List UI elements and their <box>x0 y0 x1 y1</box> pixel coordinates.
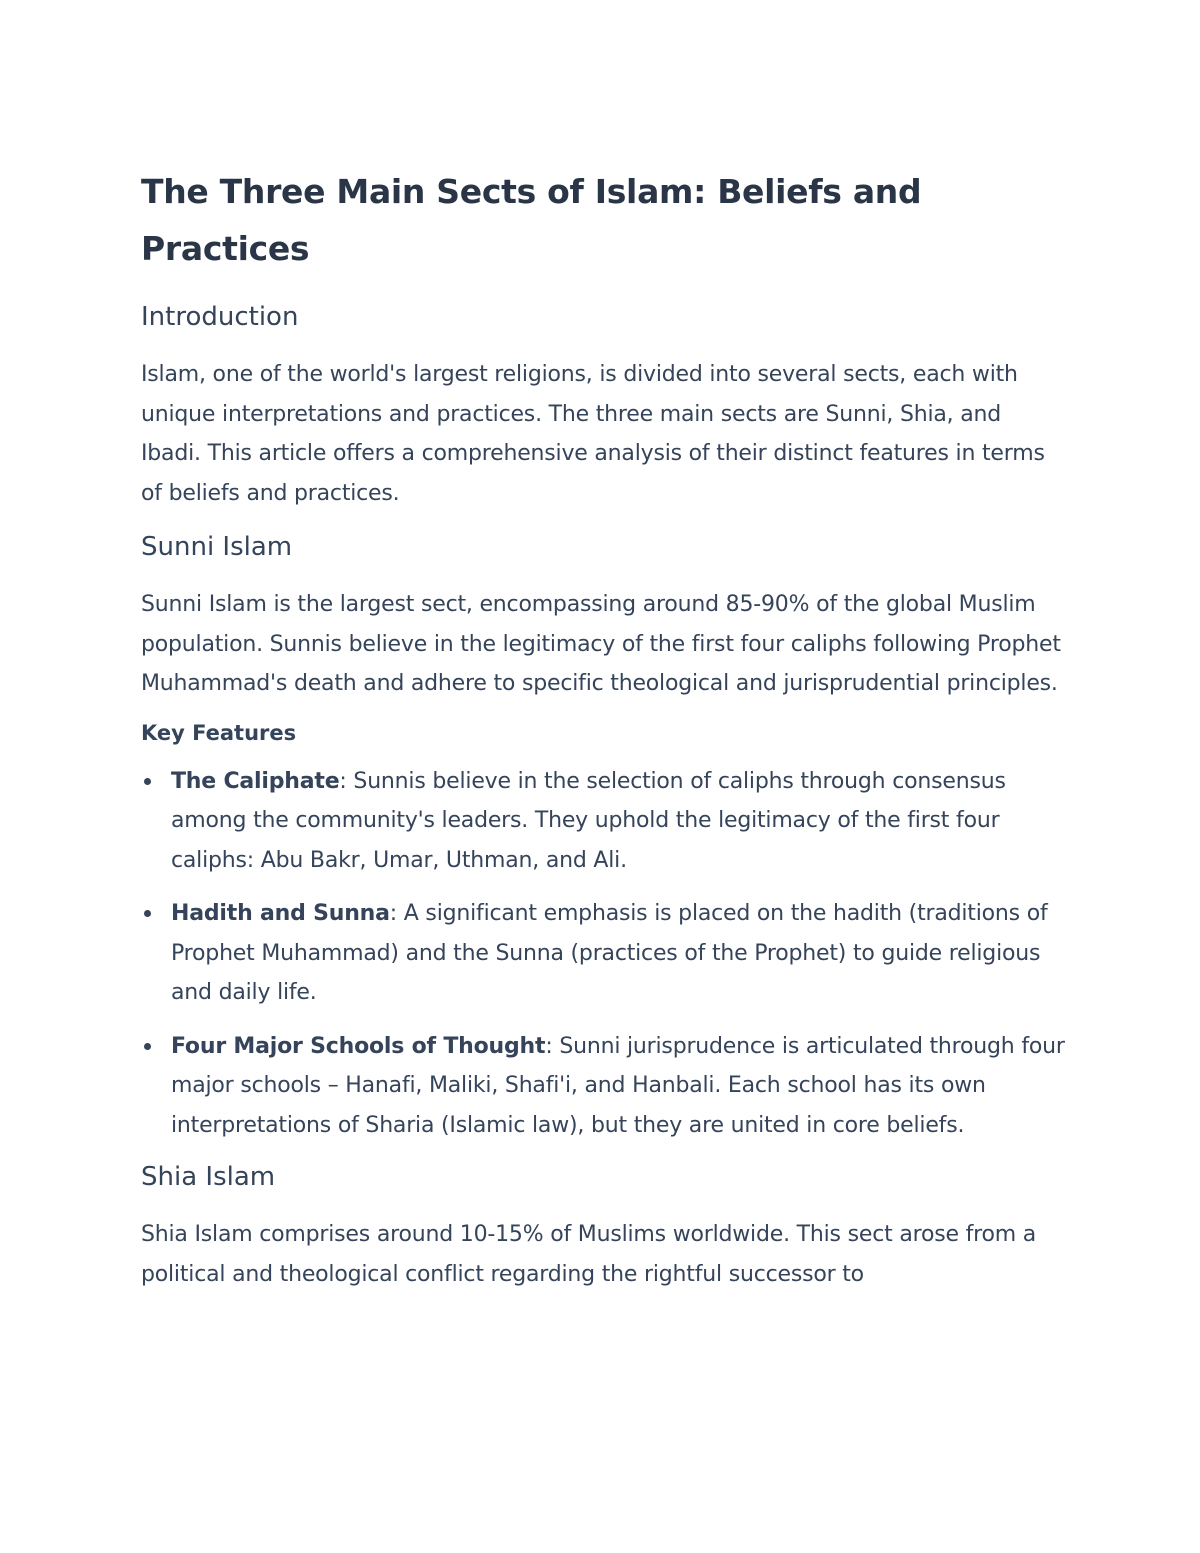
shia-paragraph: Shia Islam comprises around 10-15% of Muslims worldwide. This sect arose from a political and theological conflict regarding the rightful successor to <box>141 1222 1037 1287</box>
document-page <box>141 163 1066 1294</box>
shia-heading: Shia Islam <box>141 1162 276 1192</box>
list-item <box>141 1027 1066 1146</box>
feature-text: : A significant emphasis is placed on the hadith (traditions of Prophet Muhammad) and the Sunna (practices of the Prophet) to guide religious and daily life. <box>171 901 1048 1005</box>
feature-term: The Caliphate <box>171 768 340 794</box>
introduction-heading: Introduction <box>141 302 299 332</box>
key-features-list <box>141 762 1066 1146</box>
introduction-paragraph: Islam, one of the world's largest religions, is divided into several sects, each with unique interpretations and practices. The three main sects are Sunni, Shia, and Ibadi. This article offers a comprehensive analysis of their distinct features in terms of beliefs and practices. <box>141 362 1045 506</box>
list-item <box>141 762 1066 881</box>
document-title: The Three Main Sects of Islam: Beliefs and Practices <box>141 172 922 268</box>
feature-text: : Sunni jurisprudence is articulated through four major schools – Hanafi, Maliki, Shafi'i, and Hanbali. Each school has its own interpretations of Sharia (Islamic law), but they are united in core beliefs. <box>171 1033 1065 1138</box>
bullet-icon <box>144 778 151 785</box>
feature-term: Hadith and Sunna <box>171 901 390 926</box>
key-features-heading: Key Features <box>141 720 297 745</box>
shia-section <box>141 1159 1066 1294</box>
feature-text: : Sunnis believe in the selection of caliphs through consensus among the community's leaders. They uphold the legitimacy of the first four caliphs: Abu Bakr, Umar, Uthman, and Ali. <box>171 768 1006 873</box>
sunni-section <box>141 529 1066 1145</box>
feature-term: Four Major Schools of Thought <box>171 1033 546 1059</box>
sunni-heading: Sunni Islam <box>141 532 293 562</box>
introduction-section <box>141 299 1066 513</box>
bullet-icon <box>144 910 151 917</box>
list-item <box>141 894 1066 1013</box>
bullet-icon <box>144 1043 151 1050</box>
sunni-paragraph: Sunni Islam is the largest sect, encompassing around 85-90% of the global Muslim population. Sunnis believe in the legitimacy of the first four caliphs following Prophet Muhammad's death and adhere to specific theological and jurisprudential principles. <box>141 592 1061 696</box>
